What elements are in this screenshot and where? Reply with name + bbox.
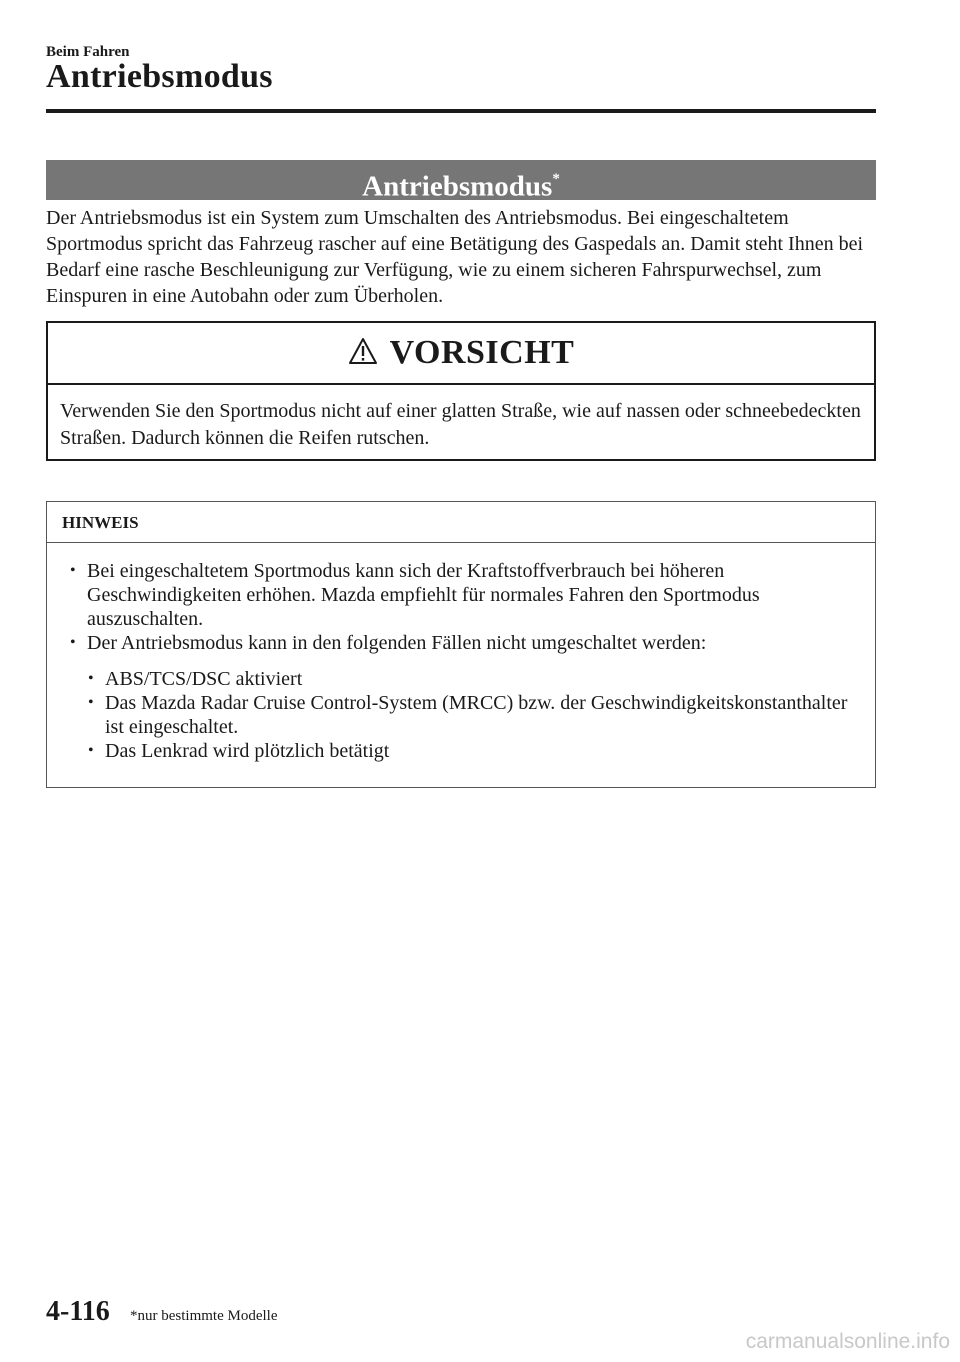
section-heading [46,160,876,203]
bullet: • [88,742,94,759]
page-title: Antriebsmodus [46,58,273,95]
list-item-text: Bei eingeschaltetem Sportmodus kann sich der Kraftstoffverbrauch bei höheren Geschwindigkeiten erhöhen. Mazda empfiehlt für normales Fahren den Sportmodus auszuschalten. [87,560,760,630]
list-item-text: Der Antriebsmodus kann in den folgenden Fällen nicht umgeschaltet werden: [87,632,707,654]
footnote: *nur bestimmte Modelle [130,1308,278,1324]
page-number: 4-116 [46,1296,110,1327]
sub-list-item-text: ABS/TCS/DSC aktiviert [105,668,303,690]
warning-triangle-icon [348,337,378,370]
sub-list [47,655,875,763]
caution-text: Verwenden Sie den Sportmodus nicht auf einer glatten Straße, wie auf nassen oder schneebedeckten Straßen. Dadurch können die Reifen rutschen. [60,400,861,449]
section-asterisk: * [552,171,560,187]
sub-list-item-text: Das Mazda Radar Cruise Control-System (MRCC) bzw. der Geschwindigkeitskonstanthalter ist eingeschaltet. [105,692,848,738]
bullet: • [88,670,94,687]
breadcrumb: Beim Fahren [46,44,130,60]
title-divider [46,109,876,113]
list-item [47,631,875,763]
caution-header [48,323,874,385]
sub-list-item [47,691,875,739]
bullet: • [88,694,94,711]
bullet: • [70,634,76,651]
caution-box [46,321,876,461]
sub-list-item [47,667,875,691]
note-box [46,501,876,788]
list-item [47,559,875,631]
note-title: HINWEIS [47,502,875,543]
intro-paragraph: Der Antriebsmodus ist ein System zum Umschalten des Antriebsmodus. Bei eingeschaltetem Sportmodus spricht das Fahrzeug rascher auf eine Betätigung des Gaspedals an. Damit steht Ihnen bei Bedarf eine rasche Beschleunigung zur Verfügung, wie zu einem sicheren Fahrspurwechsel, zum Einspuren in eine Autobahn oder zum Überholen. [46,207,864,307]
watermark: carmanualsonline.info [745,1330,950,1353]
sub-list-item [47,739,875,763]
note-list [47,543,875,763]
section-heading-text: Antriebsmodus [362,170,553,203]
caution-title: VORSICHT [389,334,575,371]
bullet: • [70,562,76,579]
sub-list-item-text: Das Lenkrad wird plötzlich betätigt [105,740,390,762]
